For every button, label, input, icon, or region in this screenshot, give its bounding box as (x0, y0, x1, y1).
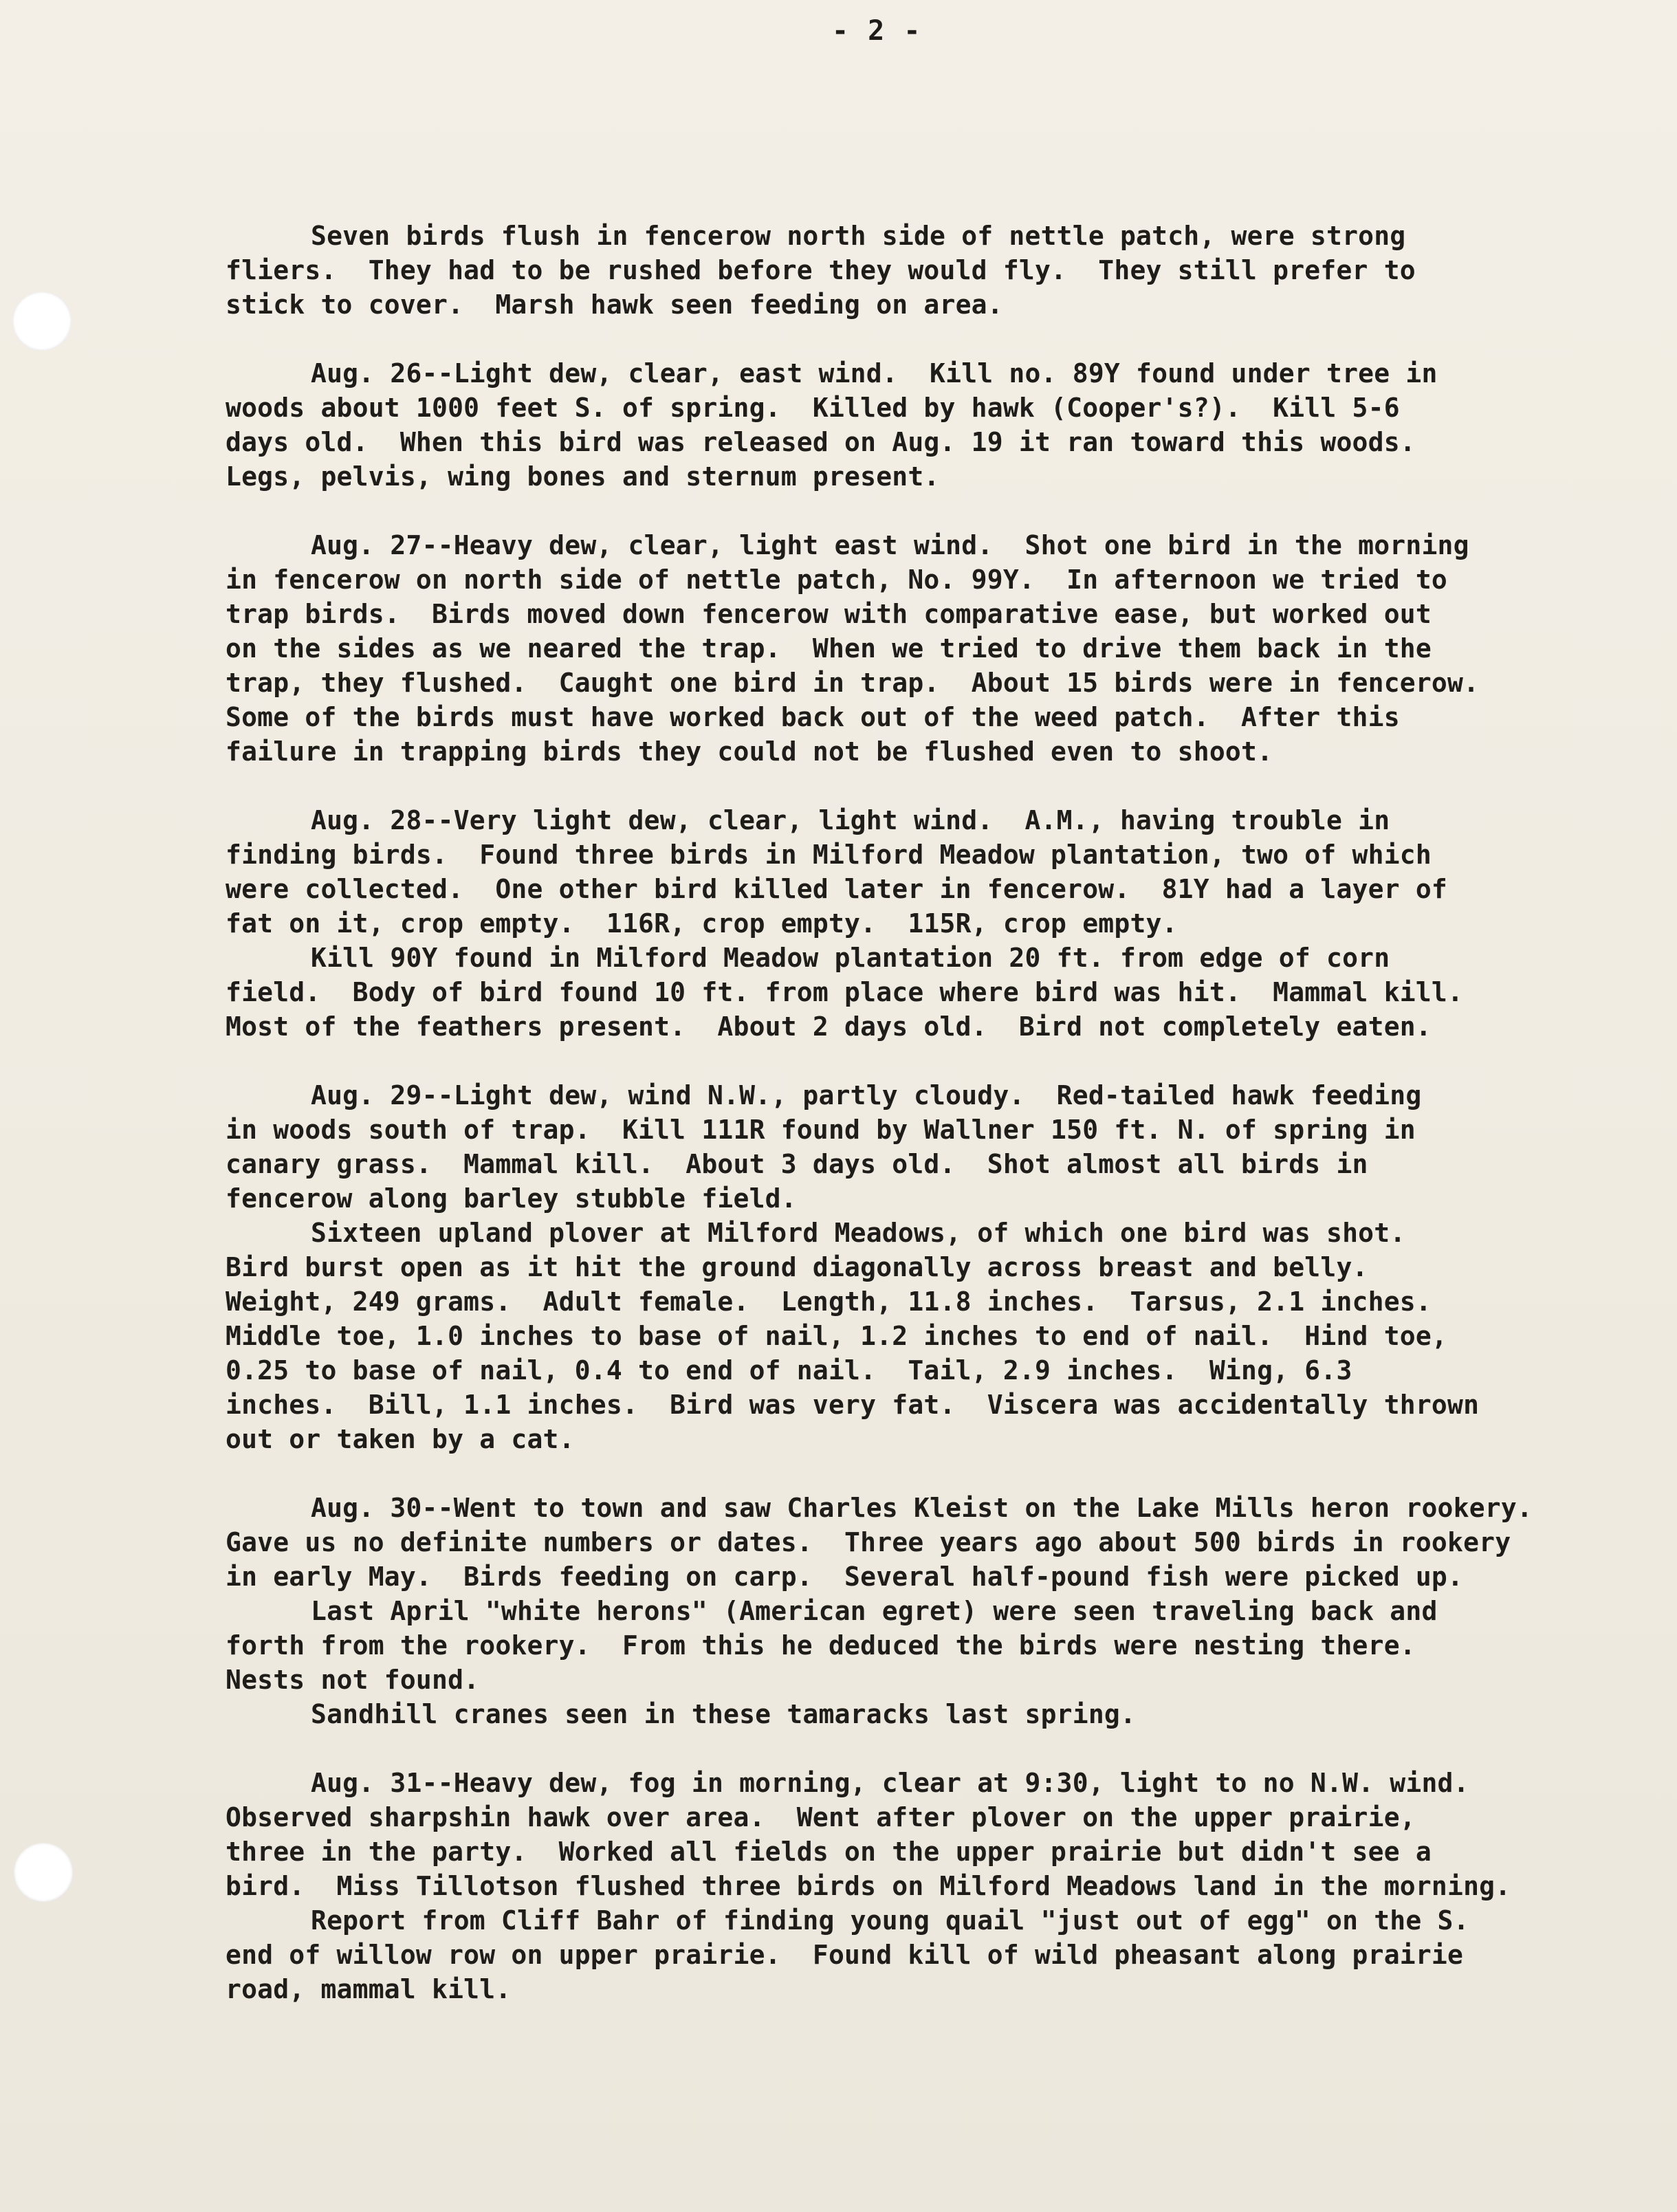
binder-hole-top (12, 292, 72, 351)
text-line: road, mammal kill. (226, 1974, 512, 2004)
text-line: Bird burst open as it hit the ground diagonally across breast and belly. (226, 1252, 1368, 1282)
text-line: Report from Cliff Bahr of finding young quail "just out of egg" on the S. (311, 1905, 1469, 1936)
text-line: Sixteen upland plover at Milford Meadows, of which one bird was shot. (311, 1218, 1406, 1248)
text-line: fliers. They had to be rushed before they would fly. They still prefer to (226, 255, 1416, 285)
text-line: Some of the birds must have worked back out of the weed patch. After this (226, 702, 1400, 732)
text-line: Most of the feathers present. About 2 days old. Bird not completely eaten. (226, 1011, 1432, 1042)
text-line: Aug. 29--Light dew, wind N.W., partly cloudy. Red-tailed hawk feeding (311, 1080, 1422, 1110)
text-line: bird. Miss Tillotson flushed three birds on Milford Meadows land in the morning. (226, 1871, 1511, 1901)
text-line: failure in trapping birds they could not be flushed even to shoot. (226, 736, 1273, 767)
text-line: trap birds. Birds moved down fencerow with comparative ease, but worked out (226, 599, 1432, 629)
typed-body (226, 219, 1656, 2006)
text-line: Last April "white herons" (American egret) were seen traveling back and (311, 1596, 1438, 1626)
text-line: Kill 90Y found in Milford Meadow plantation 20 ft. from edge of corn (311, 943, 1390, 973)
text-line: Observed sharpshin hawk over area. Went after plover on the upper prairie, (226, 1802, 1416, 1832)
text-line: woods about 1000 feet S. of spring. Killed by hawk (Cooper's?). Kill 5-6 (226, 393, 1400, 423)
text-line: on the sides as we neared the trap. When we tried to drive them back in the (226, 633, 1432, 664)
text-line: three in the party. Worked all fields on the upper prairie but didn't see a (226, 1837, 1432, 1867)
text-line: Gave us no definite numbers or dates. Three years ago about 500 birds in rookery (226, 1527, 1511, 1557)
text-line: Aug. 30--Went to town and saw Charles Kleist on the Lake Mills heron rookery. (311, 1493, 1533, 1523)
text-line: were collected. One other bird killed later in fencerow. 81Y had a layer of (226, 874, 1448, 904)
text-line: out or taken by a cat. (226, 1424, 575, 1454)
text-line: in woods south of trap. Kill 111R found by Wallner 150 ft. N. of spring in (226, 1115, 1416, 1145)
page-number: - 2 - (832, 15, 922, 47)
text-line: in fencerow on north side of nettle patch, No. 99Y. In afternoon we tried to (226, 565, 1448, 595)
paragraph-gap (226, 769, 1656, 803)
text-line: inches. Bill, 1.1 inches. Bird was very fat. Viscera was accidentally thrown (226, 1390, 1480, 1420)
text-line: trap, they flushed. Caught one bird in trap. About 15 birds were in fencerow. (226, 668, 1480, 698)
text-line: days old. When this bird was released on Aug. 19 it ran toward this woods. (226, 427, 1416, 457)
text-line: in early May. Birds feeding on carp. Several half-pound fish were picked up. (226, 1562, 1464, 1592)
text-line: field. Body of bird found 10 ft. from place where bird was hit. Mammal kill. (226, 977, 1464, 1007)
text-line: forth from the rookery. From this he deduced the birds were nesting there. (226, 1630, 1416, 1661)
binder-hole-bottom (14, 1843, 73, 1902)
text-line: end of willow row on upper prairie. Found kill of wild pheasant along prairie (226, 1940, 1464, 1970)
text-line: finding birds. Found three birds in Milford Meadow plantation, two of which (226, 840, 1432, 870)
text-line: Aug. 28--Very light dew, clear, light wind. A.M., having trouble in (311, 805, 1390, 835)
text-line: Aug. 31--Heavy dew, fog in morning, clear at 9:30, light to no N.W. wind. (311, 1768, 1469, 1798)
text-line: fat on it, crop empty. 116R, crop empty. 115R, crop empty. (226, 908, 1178, 939)
paragraph-gap (226, 1456, 1656, 1491)
paragraph-gap (226, 494, 1656, 528)
text-line: Seven birds flush in fencerow north side of nettle patch, were strong (311, 221, 1406, 251)
text-line: Weight, 249 grams. Adult female. Length, 11.8 inches. Tarsus, 2.1 inches. (226, 1286, 1432, 1317)
text-line: Legs, pelvis, wing bones and sternum present. (226, 461, 940, 492)
text-line: Nests not found. (226, 1665, 480, 1695)
paragraph-gap (226, 1731, 1656, 1766)
text-line: Middle toe, 1.0 inches to base of nail, 1.2 inches to end of nail. Hind toe, (226, 1321, 1448, 1351)
text-line: 0.25 to base of nail, 0.4 to end of nail. Tail, 2.9 inches. Wing, 6.3 (226, 1355, 1352, 1386)
text-line: stick to cover. Marsh hawk seen feeding on area. (226, 289, 1003, 320)
paragraph-gap (226, 322, 1656, 356)
text-line: canary grass. Mammal kill. About 3 days old. Shot almost all birds in (226, 1149, 1368, 1179)
text-line: fencerow along barley stubble field. (226, 1183, 797, 1214)
text-line: Sandhill cranes seen in these tamaracks last spring. (311, 1699, 1137, 1729)
paragraph-gap (226, 1044, 1656, 1078)
text-line: Aug. 26--Light dew, clear, east wind. Kill no. 89Y found under tree in (311, 358, 1438, 388)
text-line: Aug. 27--Heavy dew, clear, light east wind. Shot one bird in the morning (311, 530, 1469, 560)
